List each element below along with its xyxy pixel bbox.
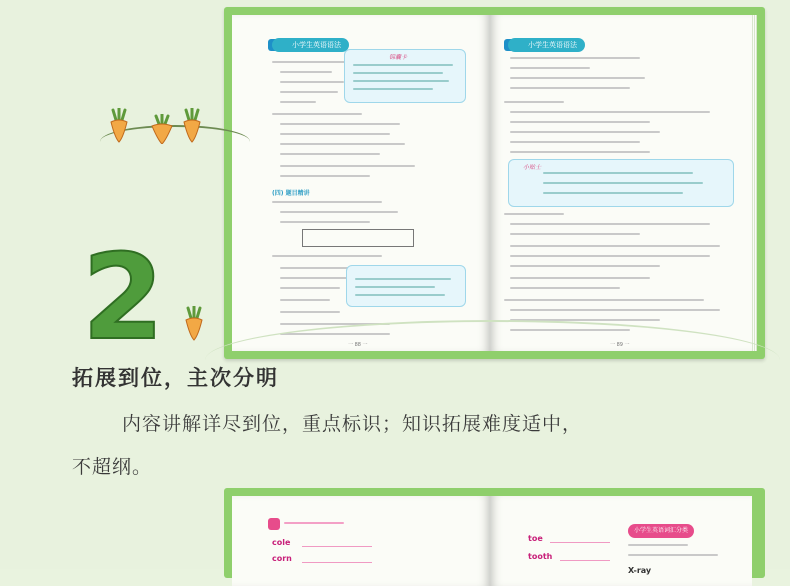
vocab-word: X-ray [628,566,652,575]
section-number: 2 [82,228,165,366]
note-title: 锦囊卡 [389,54,408,61]
right-page-number: 一 89 一 [610,342,630,348]
carrot-icon [105,108,133,144]
book-right-page [490,496,752,586]
book-right-page [490,15,752,351]
vocab-word: cole [272,538,291,547]
tip-note-box [508,159,734,207]
book-left-page [232,496,490,586]
section-title: 拓展到位，主次分明 [72,366,279,390]
right-page-badge: 小学生英语语法 [508,38,585,52]
tip-note-box [344,49,466,103]
vocab-word: tooth [528,552,553,561]
vocab-word: toe [528,534,543,543]
description-line-1: 内容讲解详尽到位，重点标识；知识拓展难度适中， [122,413,583,435]
carrot-icon [148,114,176,144]
section-heading: (四) 题目精讲 [272,190,310,197]
description-line-2: 不超纲。 [72,456,153,478]
example-note-box [346,265,466,307]
mini-table [302,229,414,247]
book-preview-bottom [224,488,765,578]
book-preview-top [224,7,765,359]
right-page-badge: 小学生英语词汇分类 [628,524,694,538]
carrot-icon [180,306,208,342]
book-icon [268,518,280,530]
left-page-number: 一 88 一 [348,342,368,348]
note-title: 小贴士 [523,164,542,171]
carrot-icon [178,108,206,144]
left-page-badge: 小学生英语语法 [272,38,349,52]
book-left-page [232,15,490,351]
page-edges [752,15,757,351]
vocab-word: corn [272,554,292,563]
